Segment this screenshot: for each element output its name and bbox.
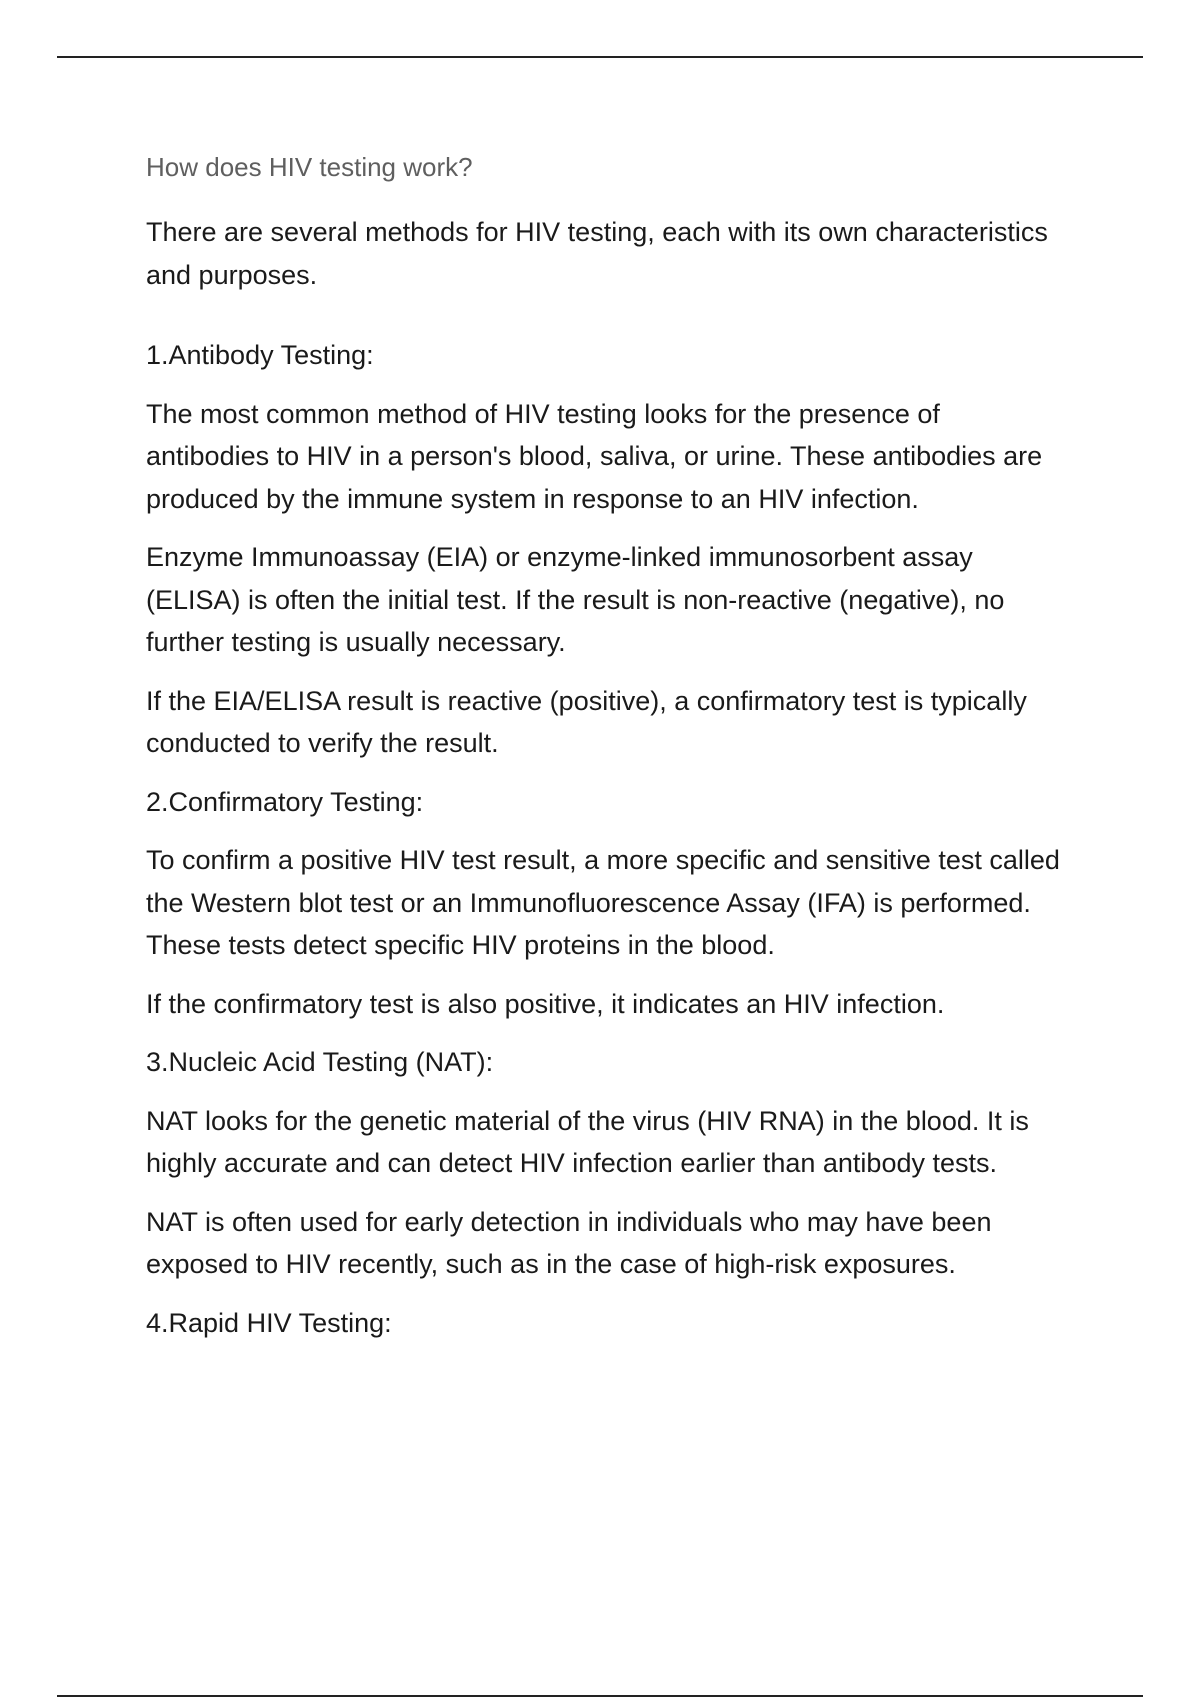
page-title: How does HIV testing work?	[146, 152, 473, 182]
paragraph: The most common method of HIV testing looks for the presence of antibodies to HIV in a person's blood, saliva, or urine. These antibodies are produced by the immune system in response to an HIV infection.	[146, 398, 1043, 514]
paragraph: NAT looks for the genetic material of the virus (HIV RNA) in the blood. It is highly accurate and can detect HIV infection earlier than antibody tests.	[146, 1105, 1029, 1178]
intro-paragraph: There are several methods for HIV testing, each with its own characteristics and purposes.	[146, 217, 1048, 290]
footer-rule	[57, 1695, 1143, 1697]
paragraph: If the EIA/ELISA result is reactive (positive), a confirmatory test is typically conducted to verify the result.	[146, 685, 1027, 758]
document-body	[146, 147, 1066, 1360]
section-title-confirmatory-testing: 2.Confirmatory Testing:	[146, 786, 424, 817]
paragraph: If the confirmatory test is also positive, it indicates an HIV infection.	[146, 988, 945, 1019]
paragraph: To confirm a positive HIV test result, a more specific and sensitive test called the Western blot test or an Immunofluorescence Assay (IFA) is performed. These tests detect specific HIV proteins in the blood.	[146, 845, 1060, 960]
paragraph: Enzyme Immunoassay (EIA) or enzyme-linked immunosorbent assay (ELISA) is often the initial test. If the result is non-reactive (negative), no further testing is usually necessary.	[146, 542, 1005, 657]
section-title-nucleic-acid-testing: 3.Nucleic Acid Testing (NAT):	[146, 1047, 494, 1077]
paragraph: NAT is often used for early detection in individuals who may have been exposed to HIV recently, such as in the case of high-risk exposures.	[146, 1206, 992, 1279]
section-title-antibody-testing: 1.Antibody Testing:	[146, 340, 374, 370]
section-title-rapid-hiv-testing: 4.Rapid HIV Testing:	[146, 1307, 392, 1338]
header-rule	[57, 56, 1143, 58]
